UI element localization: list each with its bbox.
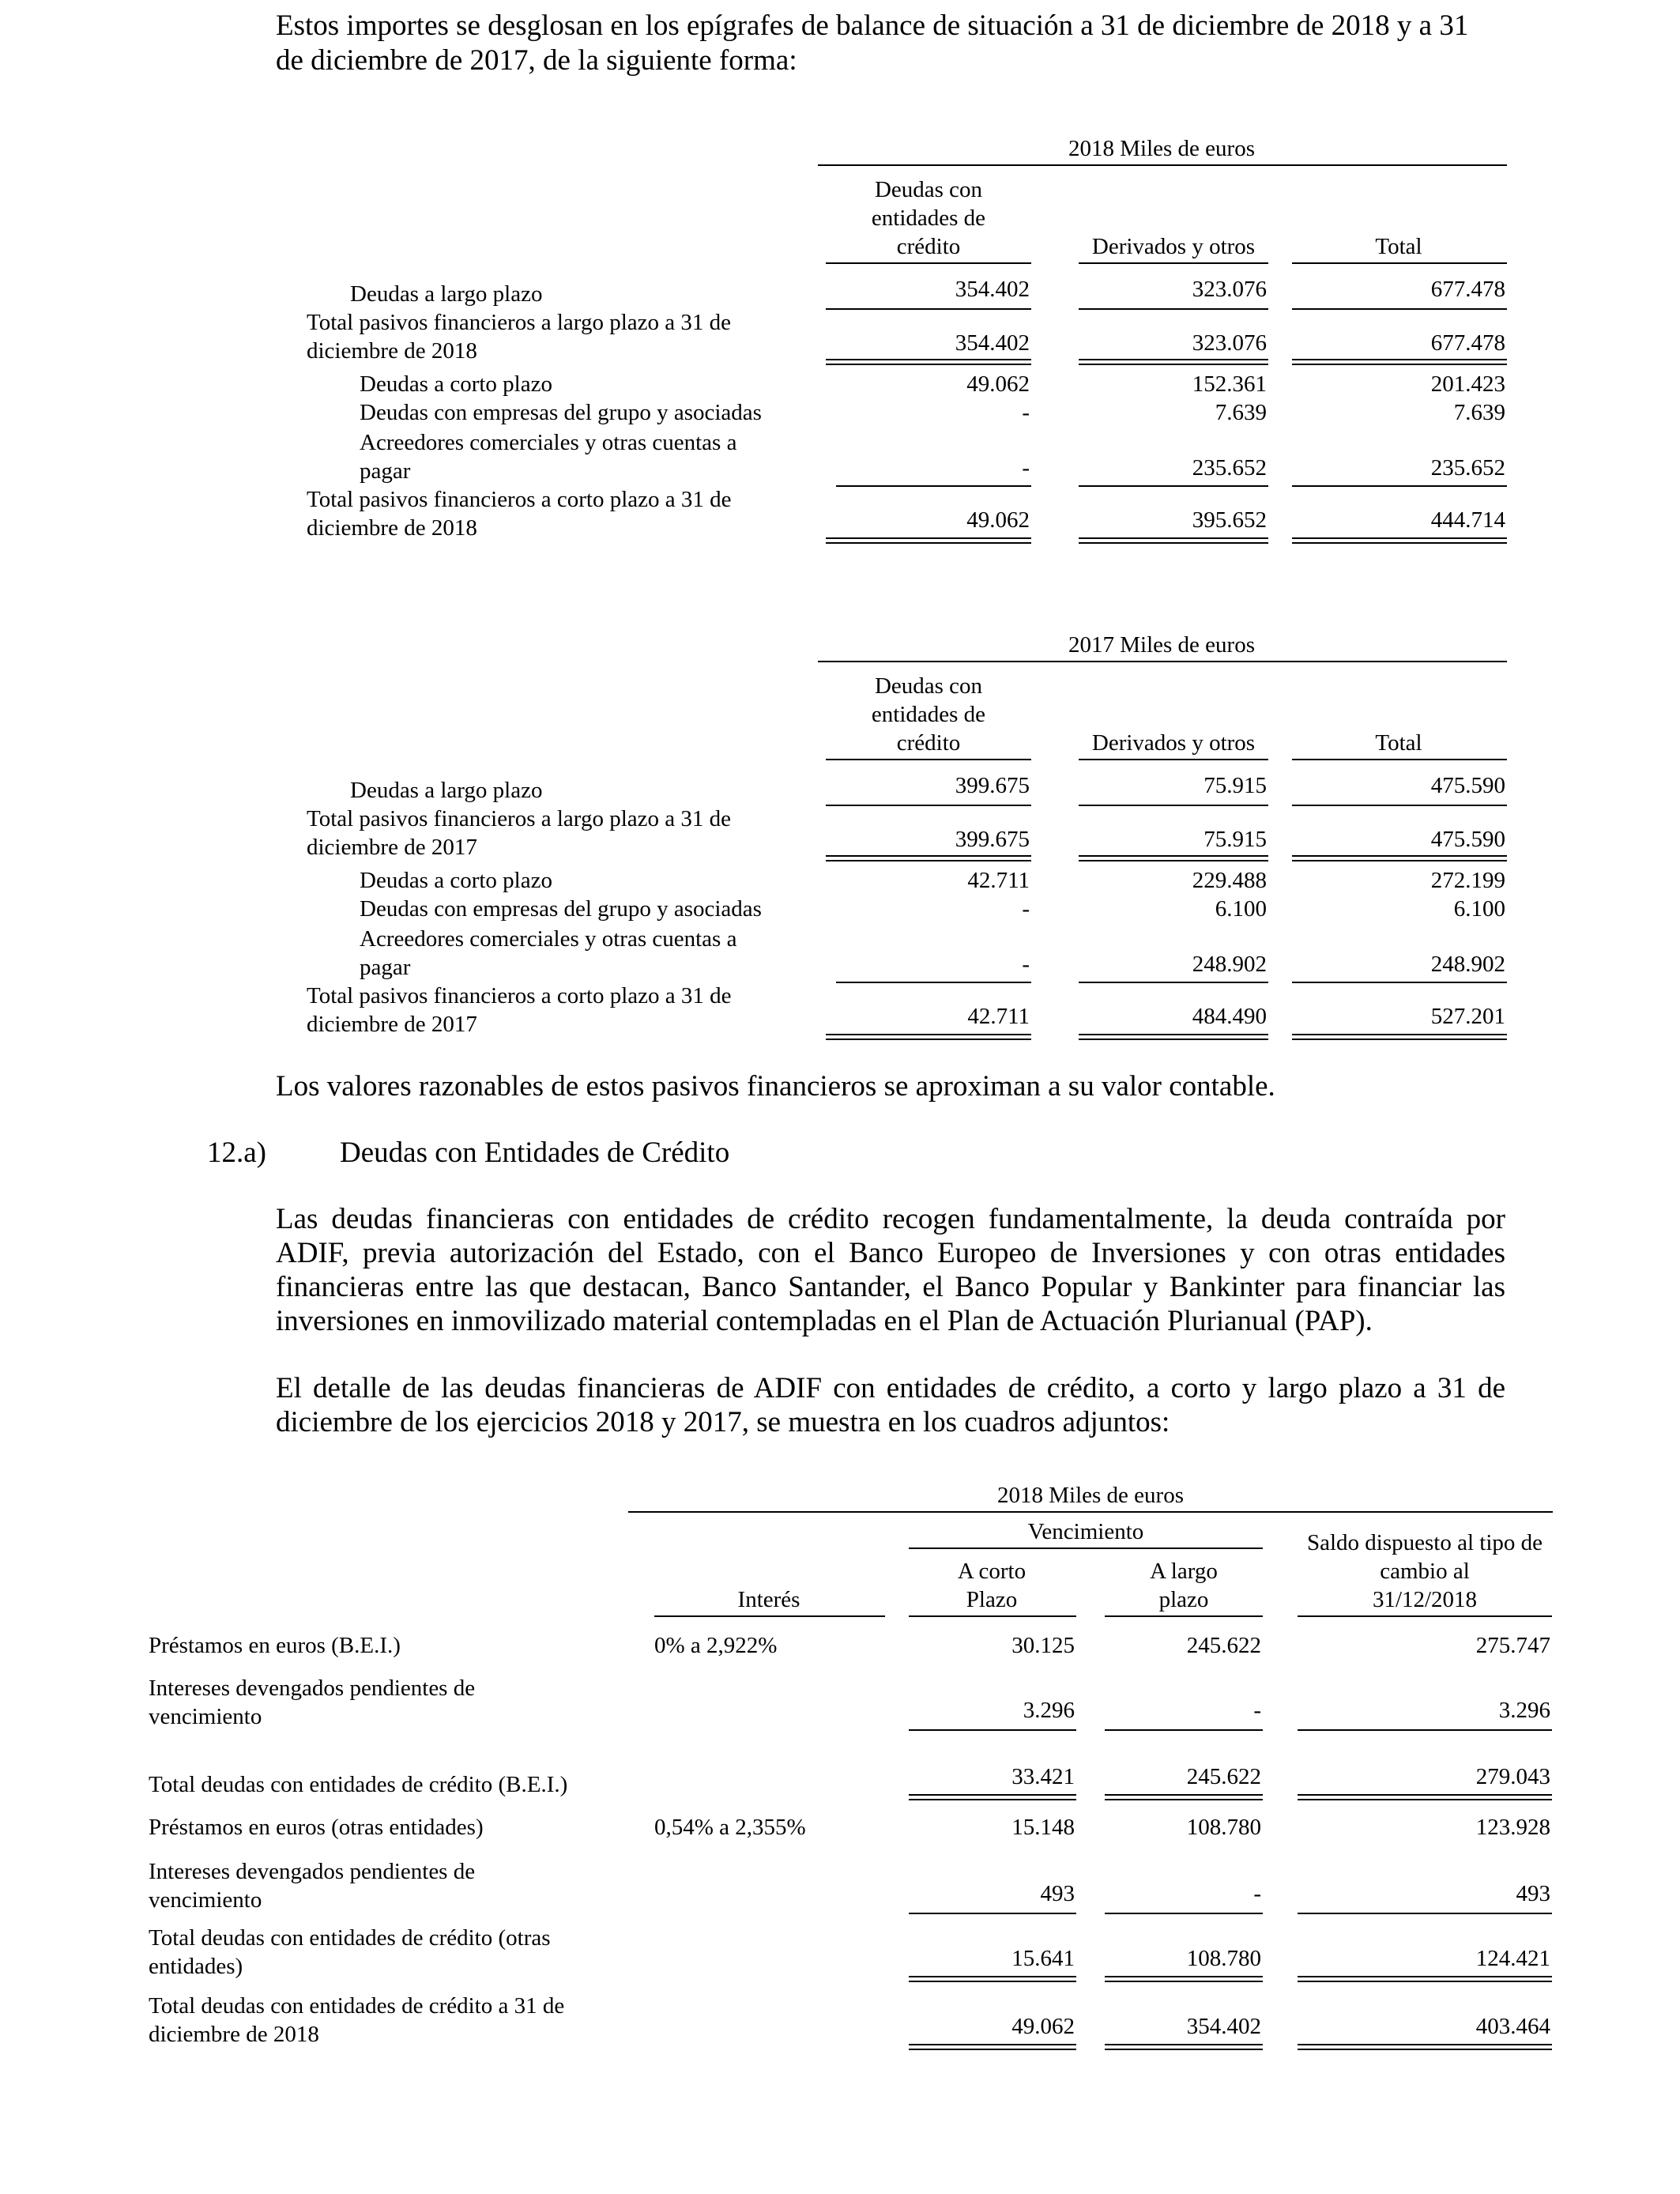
credit-row-1-rule-corto [909,1729,1076,1731]
credit-row-6-double-rule-saldo [1298,2044,1552,2050]
table-cell: 123.928 [1475,1815,1550,1840]
credit-table-title: 2018 Miles de euros [997,1483,1184,1508]
table-cell: 245.622 [1186,1633,1261,1658]
table-2018-row-1-double-rule-3 [1292,359,1507,365]
table-2017-row-1-double-rule-3 [1292,855,1507,861]
table-2018-col1-header-1: Deudas con [874,177,983,202]
table-2017-title: 2017 Miles de euros [1068,632,1255,658]
table-cell: 124.421 [1475,1946,1550,1971]
table-cell: 229.488 [1192,868,1267,893]
table-row-label: Acreedores comerciales y otras cuentas a [360,926,737,952]
paragraph-1-line-2: ADIF, previa autorización del Estado, con el Banco Europeo de Inversiones y con otras entidades [276,1237,1505,1269]
credit-row-4-rule-saldo [1298,1913,1552,1914]
table-2017-row-5-double-rule-2 [1079,1034,1268,1040]
paragraph-1-line-1: Las deudas financieras con entidades de crédito recogen fundamentalmente, la deuda contraída por [276,1203,1505,1235]
table-cell: 42.711 [967,1004,1030,1029]
table-2017-header-rule-2 [1079,759,1268,760]
intro-line-1: Estos importes se desglosan en los epígrafes de balance de situación a 31 de diciembre de 2018 y a 31 [276,9,1469,42]
table-cell: 15.641 [1011,1946,1075,1971]
table-row-label: entidades) [149,1954,243,1979]
table-2018-row-5-double-rule-2 [1079,537,1268,544]
table-2018-header-rule-3 [1292,262,1507,264]
table-cell: 33.421 [1011,1764,1075,1789]
fair-value-note: Los valores razonables de estos pasivos financieros se aproximan a su valor contable. [276,1070,1275,1103]
table-2017-col2-header: Derivados y otros [1091,730,1256,756]
corto-header-rule [909,1615,1076,1617]
table-cell: 399.675 [955,827,1030,852]
table-row-label: Total pasivos financieros a largo plazo a 31 de [307,806,731,831]
corto-header-1: A corto [957,1559,1026,1584]
table-cell: 49.062 [966,507,1030,533]
table-row-label: Intereses devengados pendientes de [149,1676,476,1701]
table-cell: 30.125 [1011,1633,1075,1658]
credit-table-title-rule [628,1511,1553,1513]
table-row-label: Préstamos en euros (B.E.I.) [149,1633,401,1658]
largo-header-rule [1105,1615,1263,1617]
table-2017-col1-header-1: Deudas con [874,673,983,699]
table-cell: - [1022,896,1030,922]
table-row-label: Total deudas con entidades de crédito (otras [149,1925,551,1951]
table-row-label: vencimiento [149,1887,262,1913]
table-2018-row-4-rule-3 [1292,485,1507,487]
table-2017-row-0-rule-1 [826,805,1031,806]
table-cell: 3.296 [1498,1698,1550,1723]
table-cell: - [1022,455,1030,481]
credit-row-2-double-rule-largo [1105,1794,1263,1800]
table-2018-row-4-rule-1 [836,485,1031,487]
table-row-label: Deudas a corto plazo [360,868,552,893]
table-2017-col1-header-2: entidades de [871,702,986,727]
table-cell: 42.711 [967,868,1030,893]
table-cell: - [1253,1881,1261,1906]
table-row-label: Acreedores comerciales y otras cuentas a [360,430,737,455]
table-cell: 248.902 [1192,952,1267,977]
table-cell: 323.076 [1192,277,1267,302]
table-cell: 75.915 [1203,773,1267,798]
table-cell: 395.652 [1192,507,1267,533]
corto-header-2: Plazo [966,1587,1018,1612]
table-row-label: diciembre de 2018 [149,2022,319,2047]
table-cell: 399.675 [955,773,1030,798]
section-number: 12.a) [207,1137,266,1169]
table-2017-col1-header-3: crédito [896,730,961,756]
table-2017-row-5-double-rule-3 [1292,1034,1507,1040]
credit-row-5-double-rule-corto [909,1976,1076,1982]
table-2018-row-5-double-rule-3 [1292,537,1507,544]
table-cell: 7.639 [1453,400,1505,425]
table-2017-row-0-rule-2 [1079,805,1268,806]
table-row-label: Total pasivos financieros a corto plazo a 31 de [307,983,732,1008]
table-cell: 15.148 [1011,1815,1075,1840]
credit-row-4-rule-largo [1105,1913,1263,1914]
table-cell: 493 [1516,1881,1550,1906]
table-cell: 475.590 [1430,773,1505,798]
table-row-label: pagar [360,955,411,980]
table-cell: 527.201 [1430,1004,1505,1029]
table-cell: 7.639 [1215,400,1267,425]
table-cell: 235.652 [1192,455,1267,481]
table-2018-col1-header-3: crédito [896,234,961,259]
saldo-header-3: 31/12/2018 [1372,1587,1478,1612]
table-cell: 354.402 [955,330,1030,356]
credit-row-5-double-rule-largo [1105,1976,1263,1982]
table-cell: 108.780 [1186,1946,1261,1971]
table-2018-row-1-double-rule-2 [1079,359,1268,365]
paragraph-2-line-1: El detalle de las deudas financieras de ADIF con entidades de crédito, a corto y largo plazo a 31 de [276,1372,1505,1404]
table-2017-header-rule-3 [1292,759,1507,760]
table-row-label: diciembre de 2017 [307,1012,477,1037]
credit-row-2-double-rule-corto [909,1794,1076,1800]
table-2017-row-4-rule-2 [1079,982,1268,983]
table-2017-header-rule-1 [826,759,1031,760]
largo-header-1: A largo [1150,1559,1218,1584]
table-cell: 354.402 [955,277,1030,302]
table-row-label: Intereses devengados pendientes de [149,1859,476,1884]
intro-line-2: de diciembre de 2017, de la siguiente forma: [276,44,797,77]
largo-header-2: plazo [1158,1587,1209,1612]
table-cell: 493 [1040,1881,1075,1906]
table-row-label: Deudas a corto plazo [360,371,552,397]
table-row-label: vencimiento [149,1704,262,1729]
credit-row-4-rule-corto [909,1913,1076,1914]
table-cell: 3.296 [1023,1698,1075,1723]
table-row-label: Deudas a largo plazo [350,778,543,803]
table-2018-col1-header-2: entidades de [871,205,986,231]
table-cell: 75.915 [1203,827,1267,852]
table-cell: - [1022,400,1030,425]
table-cell: 475.590 [1430,827,1505,852]
table-2018-row-4-rule-2 [1079,485,1268,487]
table-row-label: Total pasivos financieros a largo plazo a 31 de [307,310,731,335]
table-cell: 108.780 [1186,1815,1261,1840]
table-2017-row-4-rule-3 [1292,982,1507,983]
table-cell: 444.714 [1430,507,1505,533]
saldo-header-1: Saldo dispuesto al tipo de [1306,1530,1543,1555]
paragraph-2-line-2: diciembre de los ejercicios 2018 y 2017, se muestra en los cuadros adjuntos: [276,1406,1170,1438]
table-row-label: Préstamos en euros (otras entidades) [149,1815,484,1840]
table-2018-header-rule-2 [1079,262,1268,264]
table-2018-col2-header: Derivados y otros [1091,234,1256,259]
table-2017-col3-header: Total [1375,730,1422,756]
table-cell: 235.652 [1430,455,1505,481]
table-cell: 677.478 [1430,330,1505,356]
table-cell: 403.464 [1475,2014,1550,2039]
table-cell: 6.100 [1215,896,1267,922]
table-row-label: Deudas con empresas del grupo y asociadas [360,400,762,425]
credit-row-5-double-rule-saldo [1298,1976,1552,1982]
table-2018-title-rule [818,164,1507,166]
table-cell: - [1022,952,1030,977]
table-2017-title-rule [818,661,1507,662]
saldo-header-2: cambio al [1380,1559,1470,1584]
credit-row-6-double-rule-largo [1105,2044,1263,2050]
table-2018-row-1-double-rule-1 [826,359,1031,365]
table-2017-row-1-double-rule-1 [826,855,1031,861]
paragraph-1-line-3: financieras entre las que destacan, Banco Santander, el Banco Popular y Bankinter para financiar las [276,1271,1505,1303]
saldo-header-rule [1298,1615,1552,1617]
paragraph-1-line-4: inversiones en inmovilizado material contempladas en el Plan de Actuación Plurianual (PAP). [276,1305,1373,1337]
table-cell: 49.062 [1011,2014,1075,2039]
table-cell: 152.361 [1192,371,1267,397]
table-cell: 6.100 [1453,896,1505,922]
table-2018-row-5-double-rule-1 [826,537,1031,544]
table-2017-row-1-double-rule-2 [1079,855,1268,861]
table-cell: 484.490 [1192,1004,1267,1029]
table-row-label: pagar [360,458,411,484]
table-cell: 0% a 2,922% [654,1633,778,1658]
table-cell: - [1253,1698,1261,1723]
table-cell: 279.043 [1475,1764,1550,1789]
interes-header: Interés [737,1587,800,1612]
table-2018-row-0-rule-2 [1079,308,1268,310]
table-2017-row-0-rule-3 [1292,805,1507,806]
credit-row-1-rule-largo [1105,1729,1263,1731]
table-2018-col3-header: Total [1375,234,1422,259]
table-row-label: diciembre de 2018 [307,338,477,364]
credit-row-1-rule-saldo [1298,1729,1552,1731]
table-2017-row-5-double-rule-1 [826,1034,1031,1040]
table-row-label: Total pasivos financieros a corto plazo a 31 de [307,487,732,512]
table-2017-row-4-rule-1 [836,982,1031,983]
table-cell: 323.076 [1192,330,1267,356]
table-cell: 245.622 [1186,1764,1261,1789]
table-2018-title: 2018 Miles de euros [1068,136,1255,161]
table-cell: 275.747 [1475,1633,1550,1658]
table-2018-row-0-rule-3 [1292,308,1507,310]
table-row-label: Total deudas con entidades de crédito (B.E.I.) [149,1772,568,1797]
vencimiento-header: Vencimiento [1027,1519,1144,1544]
table-row-label: Total deudas con entidades de crédito a 31 de [149,1993,565,2019]
credit-row-2-double-rule-saldo [1298,1794,1552,1800]
table-row-label: diciembre de 2018 [307,515,477,541]
section-title: Deudas con Entidades de Crédito [340,1137,730,1169]
interes-header-rule [654,1615,885,1617]
table-cell: 201.423 [1430,371,1505,397]
table-cell: 0,54% a 2,355% [654,1815,806,1840]
credit-row-6-double-rule-corto [909,2044,1076,2050]
table-cell: 272.199 [1430,868,1505,893]
table-row-label: diciembre de 2017 [307,835,477,860]
table-2018-row-0-rule-1 [826,308,1031,310]
table-cell: 354.402 [1186,2014,1261,2039]
table-cell: 49.062 [966,371,1030,397]
vencimiento-rule [909,1547,1263,1549]
table-2018-header-rule-1 [826,262,1031,264]
table-cell: 248.902 [1430,952,1505,977]
table-cell: 677.478 [1430,277,1505,302]
table-row-label: Deudas a largo plazo [350,281,543,307]
table-row-label: Deudas con empresas del grupo y asociadas [360,896,762,922]
